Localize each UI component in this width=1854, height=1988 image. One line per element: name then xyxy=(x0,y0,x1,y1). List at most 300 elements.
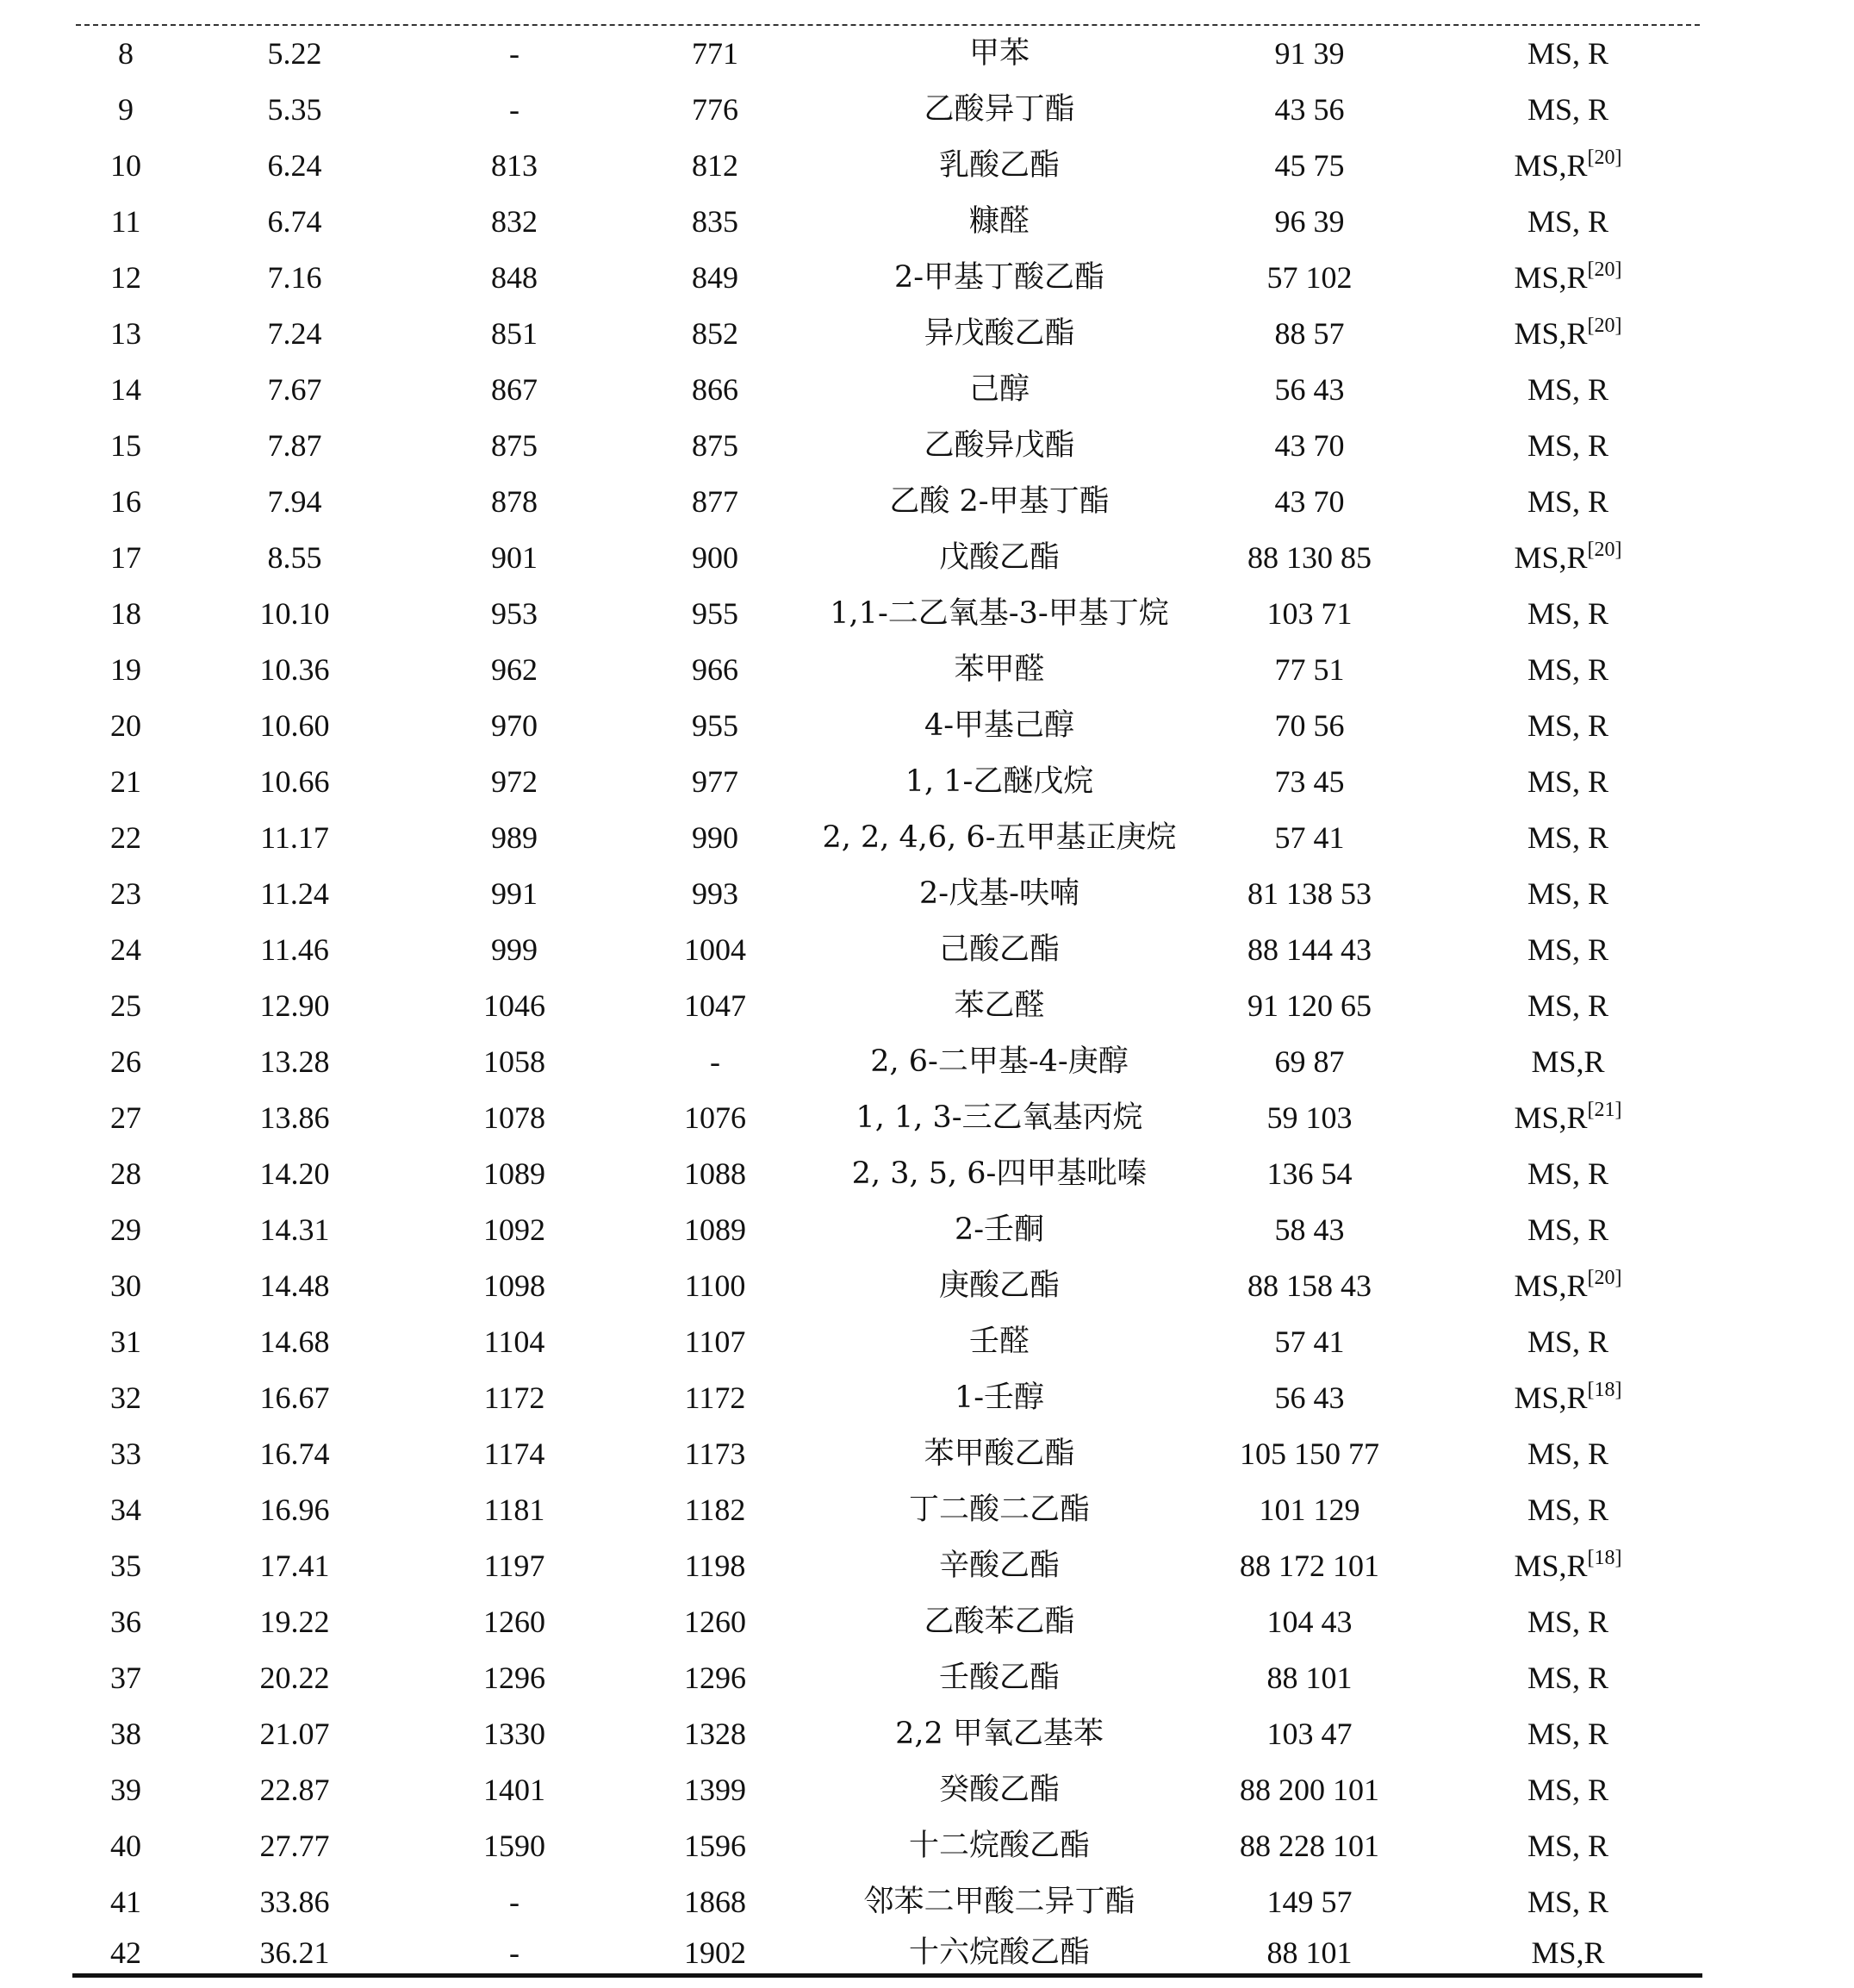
identification-method xyxy=(1465,26,1671,82)
compound-number-text: 22 xyxy=(110,820,141,855)
reference-citation: [20] xyxy=(1587,539,1622,561)
identification-method xyxy=(1465,474,1671,530)
identification-method-text: MS, R xyxy=(1527,764,1609,799)
retention-index-literature-text: 877 xyxy=(692,484,738,519)
retention-index-literature-text: 1868 xyxy=(684,1885,746,1919)
identification-method xyxy=(1465,1426,1671,1482)
retention-index-literature-text: 1328 xyxy=(684,1717,746,1751)
retention-index-calculated-text: - xyxy=(509,36,519,71)
characteristic-ions xyxy=(1189,362,1430,418)
compound-number xyxy=(74,1650,177,1706)
retention-index-calculated xyxy=(441,1818,588,1874)
identification-method xyxy=(1465,698,1671,754)
compound-number-text: 37 xyxy=(110,1661,141,1695)
table-row xyxy=(0,362,1854,418)
compound-number xyxy=(74,1482,177,1538)
retention-index-literature xyxy=(642,866,788,922)
characteristic-ions-text: 91 120 65 xyxy=(1247,988,1372,1023)
compound-number-text: 28 xyxy=(110,1156,141,1191)
compound-name-text: 1-壬醇 xyxy=(954,1380,1045,1415)
compound-number xyxy=(74,1258,177,1314)
compound-name xyxy=(775,194,1223,250)
retention-time xyxy=(226,250,364,306)
compound-name xyxy=(775,1762,1223,1818)
compound-number-text: 40 xyxy=(110,1829,141,1863)
retention-index-calculated-text: 991 xyxy=(491,876,538,911)
retention-index-calculated xyxy=(441,698,588,754)
identification-method-text: MS, R xyxy=(1527,988,1609,1023)
compound-number xyxy=(74,810,177,866)
characteristic-ions xyxy=(1189,1706,1430,1762)
retention-index-calculated xyxy=(441,1034,588,1090)
retention-index-literature-text: 852 xyxy=(692,316,738,351)
retention-index-calculated-text: - xyxy=(509,92,519,127)
compound-name-text: 2-甲基丁酸乙酯 xyxy=(893,260,1105,295)
retention-time-text: 21.07 xyxy=(259,1717,330,1751)
identification-method xyxy=(1465,1874,1671,1930)
reference-citation: [20] xyxy=(1587,146,1622,169)
compound-name-text: 2-戊基-呋喃 xyxy=(919,876,1079,911)
characteristic-ions-text: 105 150 77 xyxy=(1240,1436,1379,1471)
retention-time-text: 5.35 xyxy=(267,92,322,127)
compound-name-text: 戊酸乙酯 xyxy=(938,540,1060,575)
identification-method xyxy=(1465,1258,1671,1314)
retention-index-calculated xyxy=(441,1426,588,1482)
retention-index-literature xyxy=(642,26,788,82)
identification-method xyxy=(1465,1482,1671,1538)
retention-index-literature-text: 1172 xyxy=(684,1380,746,1415)
retention-time-text: 7.24 xyxy=(267,316,322,351)
table-row xyxy=(0,474,1854,530)
identification-method xyxy=(1465,754,1671,810)
retention-index-calculated-text: - xyxy=(509,1885,519,1919)
compound-number xyxy=(74,1034,177,1090)
compound-number xyxy=(74,26,177,82)
identification-method xyxy=(1465,1538,1671,1594)
compound-name xyxy=(775,922,1223,978)
identification-method-text: MS,R xyxy=(1514,316,1588,351)
compound-name-text: 邻苯二甲酸二异丁酯 xyxy=(863,1885,1135,1919)
compound-name-text: 异戊酸乙酯 xyxy=(924,316,1075,351)
retention-index-literature-text: 1902 xyxy=(684,1935,746,1970)
retention-index-calculated-text: 1260 xyxy=(483,1605,545,1639)
retention-time-text: 12.90 xyxy=(259,988,330,1023)
compound-name xyxy=(775,474,1223,530)
retention-time xyxy=(226,1874,364,1930)
retention-time xyxy=(226,1538,364,1594)
compound-name-text: 十二烷酸乙酯 xyxy=(908,1829,1090,1863)
retention-time xyxy=(226,586,364,642)
retention-index-literature-text: 1076 xyxy=(684,1100,746,1135)
compound-name-text: 1,1-二乙氧基-3-甲基丁烷 xyxy=(830,596,1169,631)
table-bottom-rule xyxy=(72,1973,1702,1978)
characteristic-ions-text: 88 228 101 xyxy=(1240,1829,1379,1863)
table-row xyxy=(0,1930,1854,1975)
identification-method xyxy=(1465,1146,1671,1202)
compound-name-text: 庚酸乙酯 xyxy=(938,1268,1060,1303)
retention-index-literature xyxy=(642,1090,788,1146)
retention-time xyxy=(226,1090,364,1146)
compound-number xyxy=(74,82,177,138)
retention-index-calculated xyxy=(441,1482,588,1538)
compound-number-text: 15 xyxy=(110,428,141,463)
retention-index-literature-text: 1100 xyxy=(684,1268,746,1303)
characteristic-ions xyxy=(1189,194,1430,250)
identification-method xyxy=(1465,1202,1671,1258)
retention-index-calculated xyxy=(441,530,588,586)
retention-index-literature xyxy=(642,418,788,474)
retention-time-text: 6.74 xyxy=(267,204,322,239)
characteristic-ions-text: 43 56 xyxy=(1274,92,1345,127)
identification-method xyxy=(1465,1650,1671,1706)
characteristic-ions-text: 91 39 xyxy=(1274,36,1345,71)
compound-name xyxy=(775,418,1223,474)
retention-index-calculated-text: 962 xyxy=(491,652,538,687)
compound-number xyxy=(74,474,177,530)
retention-time xyxy=(226,866,364,922)
retention-time-text: 16.67 xyxy=(259,1380,330,1415)
compound-number-text: 23 xyxy=(110,876,141,911)
retention-index-calculated xyxy=(441,418,588,474)
table-row xyxy=(0,26,1854,82)
table-row xyxy=(0,250,1854,306)
retention-index-calculated xyxy=(441,922,588,978)
retention-time xyxy=(226,1202,364,1258)
retention-time-text: 7.67 xyxy=(267,372,322,407)
retention-index-calculated-text: 999 xyxy=(491,932,538,967)
retention-index-literature-text: 1004 xyxy=(684,932,746,967)
retention-time-text: 14.31 xyxy=(259,1212,330,1247)
retention-index-literature xyxy=(642,1314,788,1370)
retention-time-text: 16.96 xyxy=(259,1493,330,1527)
compound-number-text: 36 xyxy=(110,1605,141,1639)
retention-index-literature xyxy=(642,1706,788,1762)
retention-index-calculated-text: 851 xyxy=(491,316,538,351)
characteristic-ions xyxy=(1189,866,1430,922)
retention-index-calculated xyxy=(441,306,588,362)
retention-time xyxy=(226,474,364,530)
identification-method-text: MS, R xyxy=(1527,372,1609,407)
compound-number xyxy=(74,1146,177,1202)
compound-name xyxy=(775,1650,1223,1706)
retention-index-calculated xyxy=(441,978,588,1034)
compound-number-text: 42 xyxy=(110,1935,141,1970)
compound-name-text: 糠醛 xyxy=(968,204,1030,239)
retention-time-text: 36.21 xyxy=(259,1935,330,1970)
retention-index-calculated xyxy=(441,1930,588,1975)
characteristic-ions-text: 88 200 101 xyxy=(1240,1773,1379,1807)
characteristic-ions-text: 59 103 xyxy=(1266,1100,1353,1135)
retention-index-literature xyxy=(642,922,788,978)
retention-time xyxy=(226,1818,364,1874)
retention-time xyxy=(226,1930,364,1975)
retention-time xyxy=(226,1370,364,1426)
table-row xyxy=(0,1706,1854,1762)
compound-number xyxy=(74,1538,177,1594)
compound-name xyxy=(775,26,1223,82)
compound-number xyxy=(74,250,177,306)
retention-time xyxy=(226,194,364,250)
table-row xyxy=(0,1370,1854,1426)
identification-method-text: MS, R xyxy=(1527,1212,1609,1247)
identification-method-text: MS,R xyxy=(1514,1549,1588,1583)
table-row xyxy=(0,1874,1854,1930)
characteristic-ions xyxy=(1189,306,1430,362)
retention-index-literature xyxy=(642,1370,788,1426)
retention-index-calculated-text: 1078 xyxy=(483,1100,545,1135)
retention-index-calculated xyxy=(441,82,588,138)
retention-time xyxy=(226,1258,364,1314)
characteristic-ions-text: 88 101 xyxy=(1266,1935,1353,1970)
table-row xyxy=(0,1482,1854,1538)
identification-method xyxy=(1465,250,1671,306)
compound-name xyxy=(775,978,1223,1034)
retention-index-calculated xyxy=(441,1370,588,1426)
retention-index-literature xyxy=(642,1034,788,1090)
retention-time-text: 19.22 xyxy=(259,1605,330,1639)
table-row xyxy=(0,586,1854,642)
characteristic-ions-text: 96 39 xyxy=(1274,204,1345,239)
retention-time-text: 6.24 xyxy=(267,148,322,183)
identification-method-text: MS, R xyxy=(1527,428,1609,463)
retention-time-text: 27.77 xyxy=(259,1829,330,1863)
identification-method-text: MS, R xyxy=(1527,1605,1609,1639)
compound-number-text: 31 xyxy=(110,1324,141,1359)
retention-index-calculated xyxy=(441,250,588,306)
retention-index-calculated-text: 972 xyxy=(491,764,538,799)
compound-name xyxy=(775,1706,1223,1762)
characteristic-ions xyxy=(1189,250,1430,306)
compound-name-text: 2-壬酮 xyxy=(954,1212,1045,1247)
characteristic-ions xyxy=(1189,474,1430,530)
compound-number-text: 24 xyxy=(110,932,141,967)
retention-index-literature xyxy=(642,474,788,530)
identification-method-text: MS, R xyxy=(1527,652,1609,687)
retention-time-text: 22.87 xyxy=(259,1773,330,1807)
characteristic-ions xyxy=(1189,26,1430,82)
reference-citation: [18] xyxy=(1587,1547,1622,1569)
compound-name xyxy=(775,866,1223,922)
compound-name xyxy=(775,1202,1223,1258)
compound-name xyxy=(775,1482,1223,1538)
retention-index-calculated xyxy=(441,754,588,810)
characteristic-ions-text: 88 101 xyxy=(1266,1661,1353,1695)
compound-name-text: 1, 1, 3-三乙氧基丙烷 xyxy=(855,1100,1143,1135)
compound-name-text: 1, 1-乙醚戊烷 xyxy=(905,764,1094,799)
characteristic-ions xyxy=(1189,1874,1430,1930)
table-row xyxy=(0,1650,1854,1706)
retention-time xyxy=(226,754,364,810)
identification-method xyxy=(1465,1314,1671,1370)
compound-number xyxy=(74,922,177,978)
compound-number xyxy=(74,1930,177,1975)
compound-number-text: 13 xyxy=(110,316,141,351)
identification-method-text: MS, R xyxy=(1527,36,1609,71)
compound-name xyxy=(775,306,1223,362)
retention-index-calculated-text: 875 xyxy=(491,428,538,463)
retention-index-calculated-text: 1104 xyxy=(483,1324,545,1359)
compound-number-text: 10 xyxy=(110,148,141,183)
compound-name xyxy=(775,810,1223,866)
identification-method xyxy=(1465,418,1671,474)
retention-time-text: 10.60 xyxy=(259,708,330,743)
compound-number xyxy=(74,1706,177,1762)
compound-name xyxy=(775,754,1223,810)
retention-index-literature-text: 1089 xyxy=(684,1212,746,1247)
retention-index-calculated xyxy=(441,1202,588,1258)
retention-index-calculated-text: 1172 xyxy=(483,1380,545,1415)
compound-name xyxy=(775,1090,1223,1146)
identification-method xyxy=(1465,866,1671,922)
retention-index-literature xyxy=(642,1874,788,1930)
compound-number-text: 19 xyxy=(110,652,141,687)
characteristic-ions-text: 57 41 xyxy=(1274,820,1345,855)
characteristic-ions xyxy=(1189,1762,1430,1818)
retention-index-calculated xyxy=(441,586,588,642)
compound-number xyxy=(74,1370,177,1426)
retention-index-literature-text: 1596 xyxy=(684,1829,746,1863)
table-row xyxy=(0,1762,1854,1818)
table-row xyxy=(0,1034,1854,1090)
characteristic-ions-text: 73 45 xyxy=(1274,764,1345,799)
compound-number xyxy=(74,138,177,194)
compound-name xyxy=(775,530,1223,586)
identification-method xyxy=(1465,306,1671,362)
compound-number-text: 14 xyxy=(110,372,141,407)
characteristic-ions xyxy=(1189,1314,1430,1370)
characteristic-ions-text: 81 138 53 xyxy=(1247,876,1372,911)
compound-number xyxy=(74,1594,177,1650)
compound-number xyxy=(74,754,177,810)
retention-index-calculated xyxy=(441,1258,588,1314)
retention-index-literature xyxy=(642,1650,788,1706)
compound-name-text: 癸酸乙酯 xyxy=(938,1773,1060,1807)
retention-time-text: 13.86 xyxy=(259,1100,330,1135)
compound-name xyxy=(775,1034,1223,1090)
compound-number xyxy=(74,1426,177,1482)
characteristic-ions-text: 88 144 43 xyxy=(1247,932,1372,967)
compound-number-text: 8 xyxy=(118,36,134,71)
retention-index-literature-text: 812 xyxy=(692,148,738,183)
reference-citation: [20] xyxy=(1587,259,1622,281)
identification-method-text: MS,R xyxy=(1531,1935,1605,1970)
table-row xyxy=(0,810,1854,866)
identification-method-text: MS, R xyxy=(1527,1773,1609,1807)
characteristic-ions-text: 70 56 xyxy=(1274,708,1345,743)
retention-index-literature xyxy=(642,250,788,306)
reference-citation: [20] xyxy=(1587,315,1622,337)
compound-name-text: 2,2 甲氧乙基苯 xyxy=(895,1717,1104,1751)
table-row xyxy=(0,698,1854,754)
retention-index-literature-text: 1047 xyxy=(684,988,746,1023)
retention-index-calculated-text: 832 xyxy=(491,204,538,239)
characteristic-ions-text: 43 70 xyxy=(1274,484,1345,519)
retention-index-calculated-text: 1181 xyxy=(483,1493,545,1527)
characteristic-ions-text: 43 70 xyxy=(1274,428,1345,463)
retention-index-calculated-text: 1401 xyxy=(483,1773,545,1807)
retention-time-text: 7.87 xyxy=(267,428,322,463)
characteristic-ions xyxy=(1189,1370,1430,1426)
characteristic-ions-text: 88 172 101 xyxy=(1240,1549,1379,1583)
retention-index-calculated xyxy=(441,138,588,194)
identification-method-text: MS,R xyxy=(1514,1268,1588,1303)
characteristic-ions xyxy=(1189,1930,1430,1975)
retention-time xyxy=(226,1706,364,1762)
identification-method-text: MS, R xyxy=(1527,92,1609,127)
identification-method xyxy=(1465,1818,1671,1874)
retention-index-calculated xyxy=(441,810,588,866)
table-row xyxy=(0,530,1854,586)
table-row xyxy=(0,1258,1854,1314)
retention-index-literature xyxy=(642,138,788,194)
characteristic-ions-text: 69 87 xyxy=(1274,1044,1345,1079)
characteristic-ions-text: 56 43 xyxy=(1274,372,1345,407)
compound-name xyxy=(775,1818,1223,1874)
identification-method-text: MS,R xyxy=(1514,148,1588,183)
characteristic-ions-text: 58 43 xyxy=(1274,1212,1345,1247)
identification-method xyxy=(1465,1370,1671,1426)
identification-method-text: MS, R xyxy=(1527,1885,1609,1919)
compound-name xyxy=(775,1370,1223,1426)
identification-method-text: MS, R xyxy=(1527,820,1609,855)
retention-index-calculated-text: 970 xyxy=(491,708,538,743)
retention-index-calculated-text: 1046 xyxy=(483,988,545,1023)
table-row xyxy=(0,1594,1854,1650)
retention-index-literature-text: 835 xyxy=(692,204,738,239)
retention-time xyxy=(226,1762,364,1818)
identification-method xyxy=(1465,810,1671,866)
retention-index-literature-text: 1260 xyxy=(684,1605,746,1639)
identification-method-text: MS, R xyxy=(1527,1717,1609,1751)
retention-index-calculated-text: 901 xyxy=(491,540,538,575)
identification-method xyxy=(1465,1594,1671,1650)
compound-name xyxy=(775,1874,1223,1930)
retention-index-calculated xyxy=(441,362,588,418)
compound-number-text: 25 xyxy=(110,988,141,1023)
identification-method xyxy=(1465,1706,1671,1762)
retention-time xyxy=(226,138,364,194)
compound-number xyxy=(74,978,177,1034)
table-row xyxy=(0,754,1854,810)
retention-index-calculated-text: - xyxy=(509,1935,519,1970)
identification-method-text: MS, R xyxy=(1527,204,1609,239)
identification-method xyxy=(1465,82,1671,138)
retention-index-calculated-text: 953 xyxy=(491,596,538,631)
identification-method-text: MS, R xyxy=(1527,484,1609,519)
compound-name-text: 乙酸 2-甲基丁酯 xyxy=(889,484,1110,519)
compound-name-text: 壬醛 xyxy=(968,1324,1030,1359)
characteristic-ions-text: 101 129 xyxy=(1259,1493,1360,1527)
compound-number-text: 20 xyxy=(110,708,141,743)
compound-number-text: 39 xyxy=(110,1773,141,1807)
identification-method xyxy=(1465,642,1671,698)
identification-method-text: MS, R xyxy=(1527,1829,1609,1863)
characteristic-ions xyxy=(1189,1538,1430,1594)
compound-number xyxy=(74,586,177,642)
retention-index-calculated-text: 1098 xyxy=(483,1268,545,1303)
retention-time xyxy=(226,1482,364,1538)
retention-index-calculated xyxy=(441,1762,588,1818)
identification-method-text: MS,R xyxy=(1514,1380,1588,1415)
retention-time-text: 11.46 xyxy=(260,932,329,967)
identification-method xyxy=(1465,138,1671,194)
table-row xyxy=(0,866,1854,922)
retention-index-calculated xyxy=(441,1706,588,1762)
retention-index-literature-text: 1198 xyxy=(684,1549,746,1583)
identification-method-text: MS, R xyxy=(1527,708,1609,743)
identification-method-text: MS,R xyxy=(1514,540,1588,575)
compound-name-text: 2, 6-二甲基-4-庚醇 xyxy=(870,1044,1129,1079)
